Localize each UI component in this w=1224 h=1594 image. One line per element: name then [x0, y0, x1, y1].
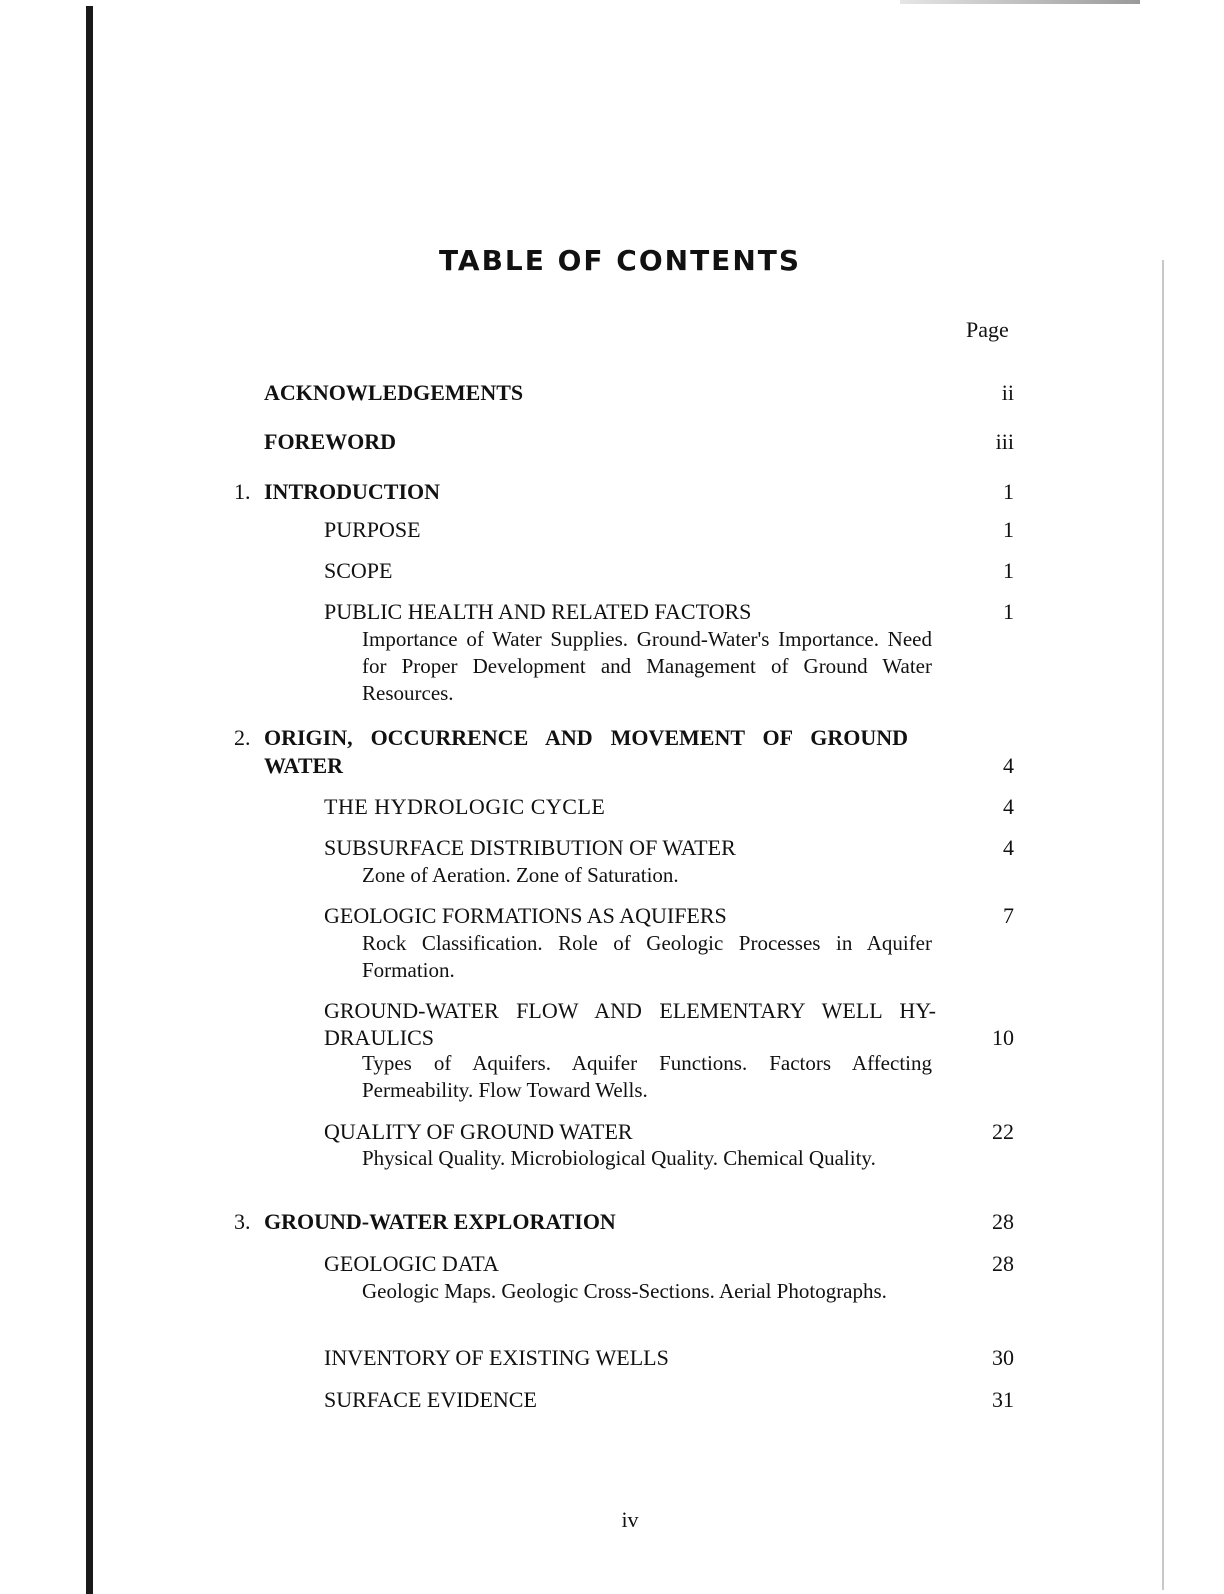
toc-entry-inventory-of-existing-wells[interactable]: INVENTORY OF EXISTING WELLS [324, 1345, 669, 1370]
toc-entry-origin[interactable]: ORIGIN, OCCURRENCE AND MOVEMENT OF GROUND [264, 725, 908, 750]
toc-page-number: 7 [1003, 903, 1014, 928]
toc-entry-geologic-data[interactable]: GEOLOGIC DATA [324, 1251, 499, 1276]
toc-page-number: 1 [1003, 558, 1014, 583]
toc-page-number: ii [1001, 380, 1014, 405]
toc-page-number: 28 [992, 1251, 1014, 1276]
toc-entry-description: Zone of Aeration. Zone of Saturation. [362, 863, 679, 887]
toc-page-number: 1 [1003, 599, 1014, 624]
toc-page-number: 22 [992, 1119, 1014, 1144]
toc-entry-public-health[interactable]: PUBLIC HEALTH AND RELATED FACTORS [324, 599, 752, 624]
toc-entry-geologic-formations[interactable]: GEOLOGIC FORMATIONS AS AQUIFERS [324, 903, 727, 928]
scan-edge-top [900, 0, 1140, 4]
toc-entry-introduction[interactable]: INTRODUCTION [264, 479, 441, 504]
page-number-footer: iv [621, 1507, 639, 1532]
chapter-number: 1. [234, 479, 251, 504]
toc-entry-surface-evidence[interactable]: SURFACE EVIDENCE [324, 1387, 537, 1412]
toc-entry-ground-water-exploration[interactable]: GROUND-WATER EXPLORATION [264, 1209, 616, 1234]
toc-entry-purpose[interactable]: PURPOSE [324, 517, 421, 542]
toc-entry-foreword[interactable]: FOREWORD [264, 429, 396, 454]
scan-edge-right [1162, 260, 1164, 1590]
toc-entry-description: Importance of Water Supplies. Ground-Water's Importance. Need for Proper Development and Management of Ground Water Resources. [362, 627, 932, 705]
toc-entry-subsurface-distribution[interactable]: SUBSURFACE DISTRIBUTION OF WATER [324, 835, 736, 860]
toc-entry-hydrologic-cycle[interactable]: THE HYDROLOGIC CYCLE [324, 794, 606, 819]
toc-entry-ground-water-flow[interactable]: GROUND-WATER FLOW AND ELEMENTARY WELL HY- [324, 998, 936, 1023]
toc-page-number: 1 [1003, 479, 1014, 504]
toc-entry-description: Rock Classification. Role of Geologic Processes in Aquifer Formation. [362, 931, 932, 982]
toc-page-number: 1 [1003, 517, 1014, 542]
toc-page-number: 10 [992, 1025, 1014, 1050]
toc-page-number: 28 [992, 1209, 1014, 1234]
toc-entry-description: Physical Quality. Microbiological Quality. Chemical Quality. [362, 1146, 876, 1170]
chapter-number: 3. [234, 1209, 251, 1234]
toc-page-number: 4 [1003, 794, 1014, 819]
toc-page-number: 31 [992, 1387, 1014, 1412]
toc-page-number: 30 [992, 1345, 1014, 1370]
page-column-header: Page [966, 317, 1009, 342]
toc-entry-quality-of-ground-water[interactable]: QUALITY OF GROUND WATER [324, 1119, 633, 1144]
toc-page-number: iii [995, 429, 1014, 454]
toc-page-number: 4 [1003, 753, 1014, 778]
toc-entry-origin-continued[interactable]: WATER [264, 753, 344, 778]
toc-entry-scope[interactable]: SCOPE [324, 558, 393, 583]
page-title: TABLE OF CONTENTS [438, 244, 802, 277]
toc-entry-ground-water-flow-continued[interactable]: DRAULICS [324, 1025, 435, 1050]
toc-entry-acknowledgements[interactable]: ACKNOWLEDGEMENTS [264, 380, 524, 405]
chapter-number: 2. [234, 725, 251, 750]
toc-entry-description: Geologic Maps. Geologic Cross-Sections. Aerial Photographs. [362, 1279, 887, 1303]
toc-page-number: 4 [1003, 835, 1014, 860]
toc-entry-description: Types of Aquifers. Aquifer Functions. Factors Affecting Permeability. Flow Toward Wells. [362, 1051, 932, 1102]
